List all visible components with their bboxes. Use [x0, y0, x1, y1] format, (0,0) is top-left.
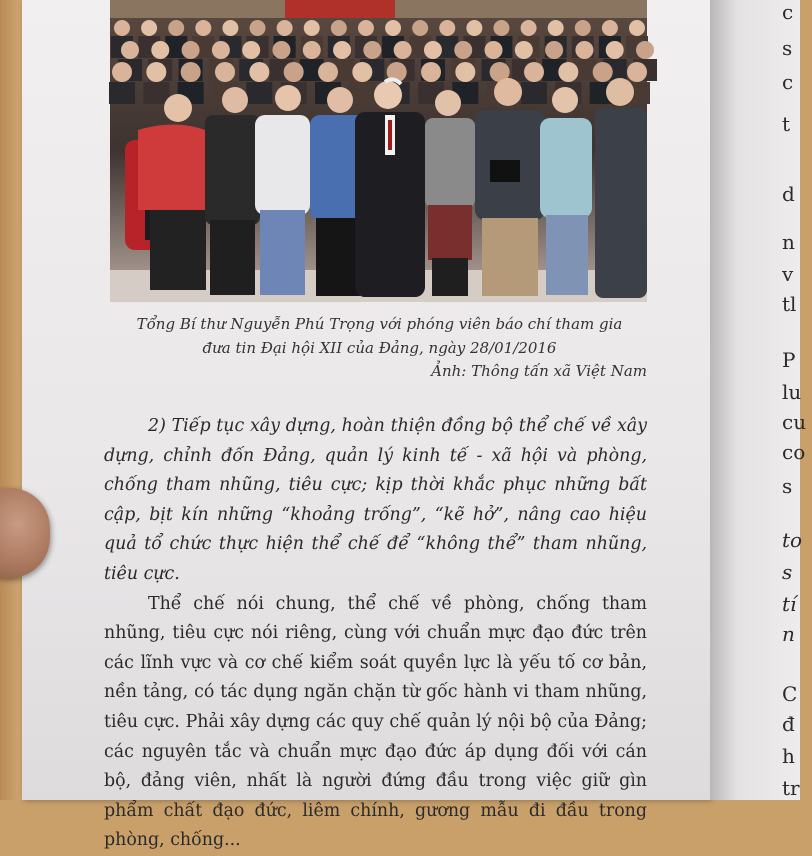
next-page-letter: s	[782, 474, 793, 498]
crowd-head	[421, 62, 441, 82]
next-page-letter: s	[782, 560, 793, 584]
crowd-head	[629, 20, 645, 36]
next-page-letter: t	[782, 112, 791, 136]
crowd-head	[114, 20, 130, 36]
next-page-letter: cu	[782, 410, 807, 434]
crowd-head	[521, 20, 537, 36]
crowd-head	[466, 20, 482, 36]
crowd-head	[575, 41, 593, 59]
crowd-head	[277, 20, 293, 36]
crowd-head	[575, 20, 591, 36]
group-photo-image	[110, 0, 647, 302]
crowd-body	[109, 82, 135, 104]
crowd-head	[242, 41, 260, 59]
crowd-head	[250, 20, 266, 36]
crowd-head	[636, 41, 654, 59]
crowd-head	[358, 20, 374, 36]
crowd-head	[215, 62, 235, 82]
next-page-letter: tí	[782, 592, 797, 616]
next-page-letter: P	[782, 348, 796, 372]
next-page-letter: c	[782, 0, 794, 24]
crowd-head	[593, 62, 613, 82]
crowd-head	[515, 41, 533, 59]
next-page-letter: tr	[782, 776, 800, 800]
crowd-head	[424, 41, 442, 59]
crowd-head	[212, 41, 230, 59]
crowd-head	[394, 41, 412, 59]
body-paragraph: Thể chế nói chung, thể chế về phòng, chống tham nhũng, tiêu cực nói riêng, cùng với chuẩn mực đạo đức trên các lĩnh vực và cơ chế kiểm soát quyền lực là yếu tố cơ bản, nền tảng, có tác dụng ngăn chặn từ gốc hành vi tham nhũng, tiêu cực. Phải xây dựng các quy chế quản lý nội bộ của Đảng; các nguyên tắc và chuẩn mực đạo đức áp dụng đối với cán bộ, đảng viên, nhất là người đứng đầu trong việc giữ gìn phẩm chất đạo đức, liêm chính, gương mẫu đi đầu trong phòng, chống...	[104, 593, 647, 851]
crowd-head	[146, 62, 166, 82]
crowd-head	[493, 20, 509, 36]
crowd-head	[168, 20, 184, 36]
next-page-letter: n	[782, 622, 795, 646]
crowd-head	[524, 62, 544, 82]
crowd-head	[151, 41, 169, 59]
crowd-head	[602, 20, 618, 36]
lead-paragraph: 2) Tiếp tục xây dựng, hoàn thiện đồng bộ thể chế về xây dựng, chỉnh đốn Đảng, quản lý kinh tế - xã hội và phòng, chống tham nhũng, tiêu cực; kịp thời khắc phục những bất cập, bịt kín những “khoảng trống”, “kẽ hở”, nâng cao hiệu quả tổ chức thực hiện thể chế để “không thể” tham nhũng, tiêu cực.	[104, 416, 647, 584]
photo-credit: Ảnh: Thông tấn xã Việt Nam	[431, 362, 647, 380]
crowd-head	[606, 41, 624, 59]
next-page-letter: d	[782, 182, 795, 206]
crowd-head	[195, 20, 211, 36]
crowd-body	[143, 82, 169, 104]
crowd-head	[439, 20, 455, 36]
crowd-head	[304, 20, 320, 36]
caption-line-2: đưa tin Đại hội XII của Đảng, ngày 28/01/2016	[202, 339, 557, 357]
next-page-letter: n	[782, 230, 795, 254]
next-page-letter: h	[782, 744, 795, 768]
caption-line-1: Tổng Bí thư Nguyễn Phú Trọng với phóng viên báo chí tham gia	[136, 315, 623, 333]
crowd-body	[246, 82, 272, 104]
body-text	[104, 412, 647, 856]
next-page-letter: c	[782, 70, 794, 94]
crowd-head	[545, 41, 563, 59]
group-photo	[110, 0, 647, 302]
crowd-head	[272, 41, 290, 59]
next-page-text-fragments	[782, 0, 812, 800]
crowd-head	[333, 41, 351, 59]
next-page-letter: to	[782, 528, 803, 552]
next-page-letter: s	[782, 36, 793, 60]
crowd-body	[521, 82, 547, 104]
photo-caption	[112, 312, 647, 360]
crowd-head	[558, 62, 578, 82]
crowd-head	[363, 41, 381, 59]
crowd-head	[627, 62, 647, 82]
next-page-letter: C	[782, 682, 798, 706]
next-page-letter: đ	[782, 712, 795, 736]
next-page-letter: tl	[782, 292, 797, 316]
crowd-head	[455, 62, 475, 82]
crowd-head	[303, 41, 321, 59]
crowd-head	[181, 62, 201, 82]
crowd-head	[249, 62, 269, 82]
crowd-head	[331, 20, 347, 36]
crowd-head	[485, 41, 503, 59]
crowd-body	[349, 82, 375, 104]
crowd-head	[182, 41, 200, 59]
crowd-head	[284, 62, 304, 82]
crowd-head	[548, 20, 564, 36]
crowd-head	[385, 20, 401, 36]
next-page-letter: co	[782, 440, 806, 464]
next-page-letter: lu	[782, 380, 802, 404]
crowd-head	[222, 20, 238, 36]
crowd-head	[112, 62, 132, 82]
crowd-head	[412, 20, 428, 36]
crowd-head	[352, 62, 372, 82]
crowd-head	[121, 41, 139, 59]
crowd-head	[318, 62, 338, 82]
next-page-letter: v	[782, 262, 794, 286]
crowd-head	[454, 41, 472, 59]
crowd-head	[141, 20, 157, 36]
